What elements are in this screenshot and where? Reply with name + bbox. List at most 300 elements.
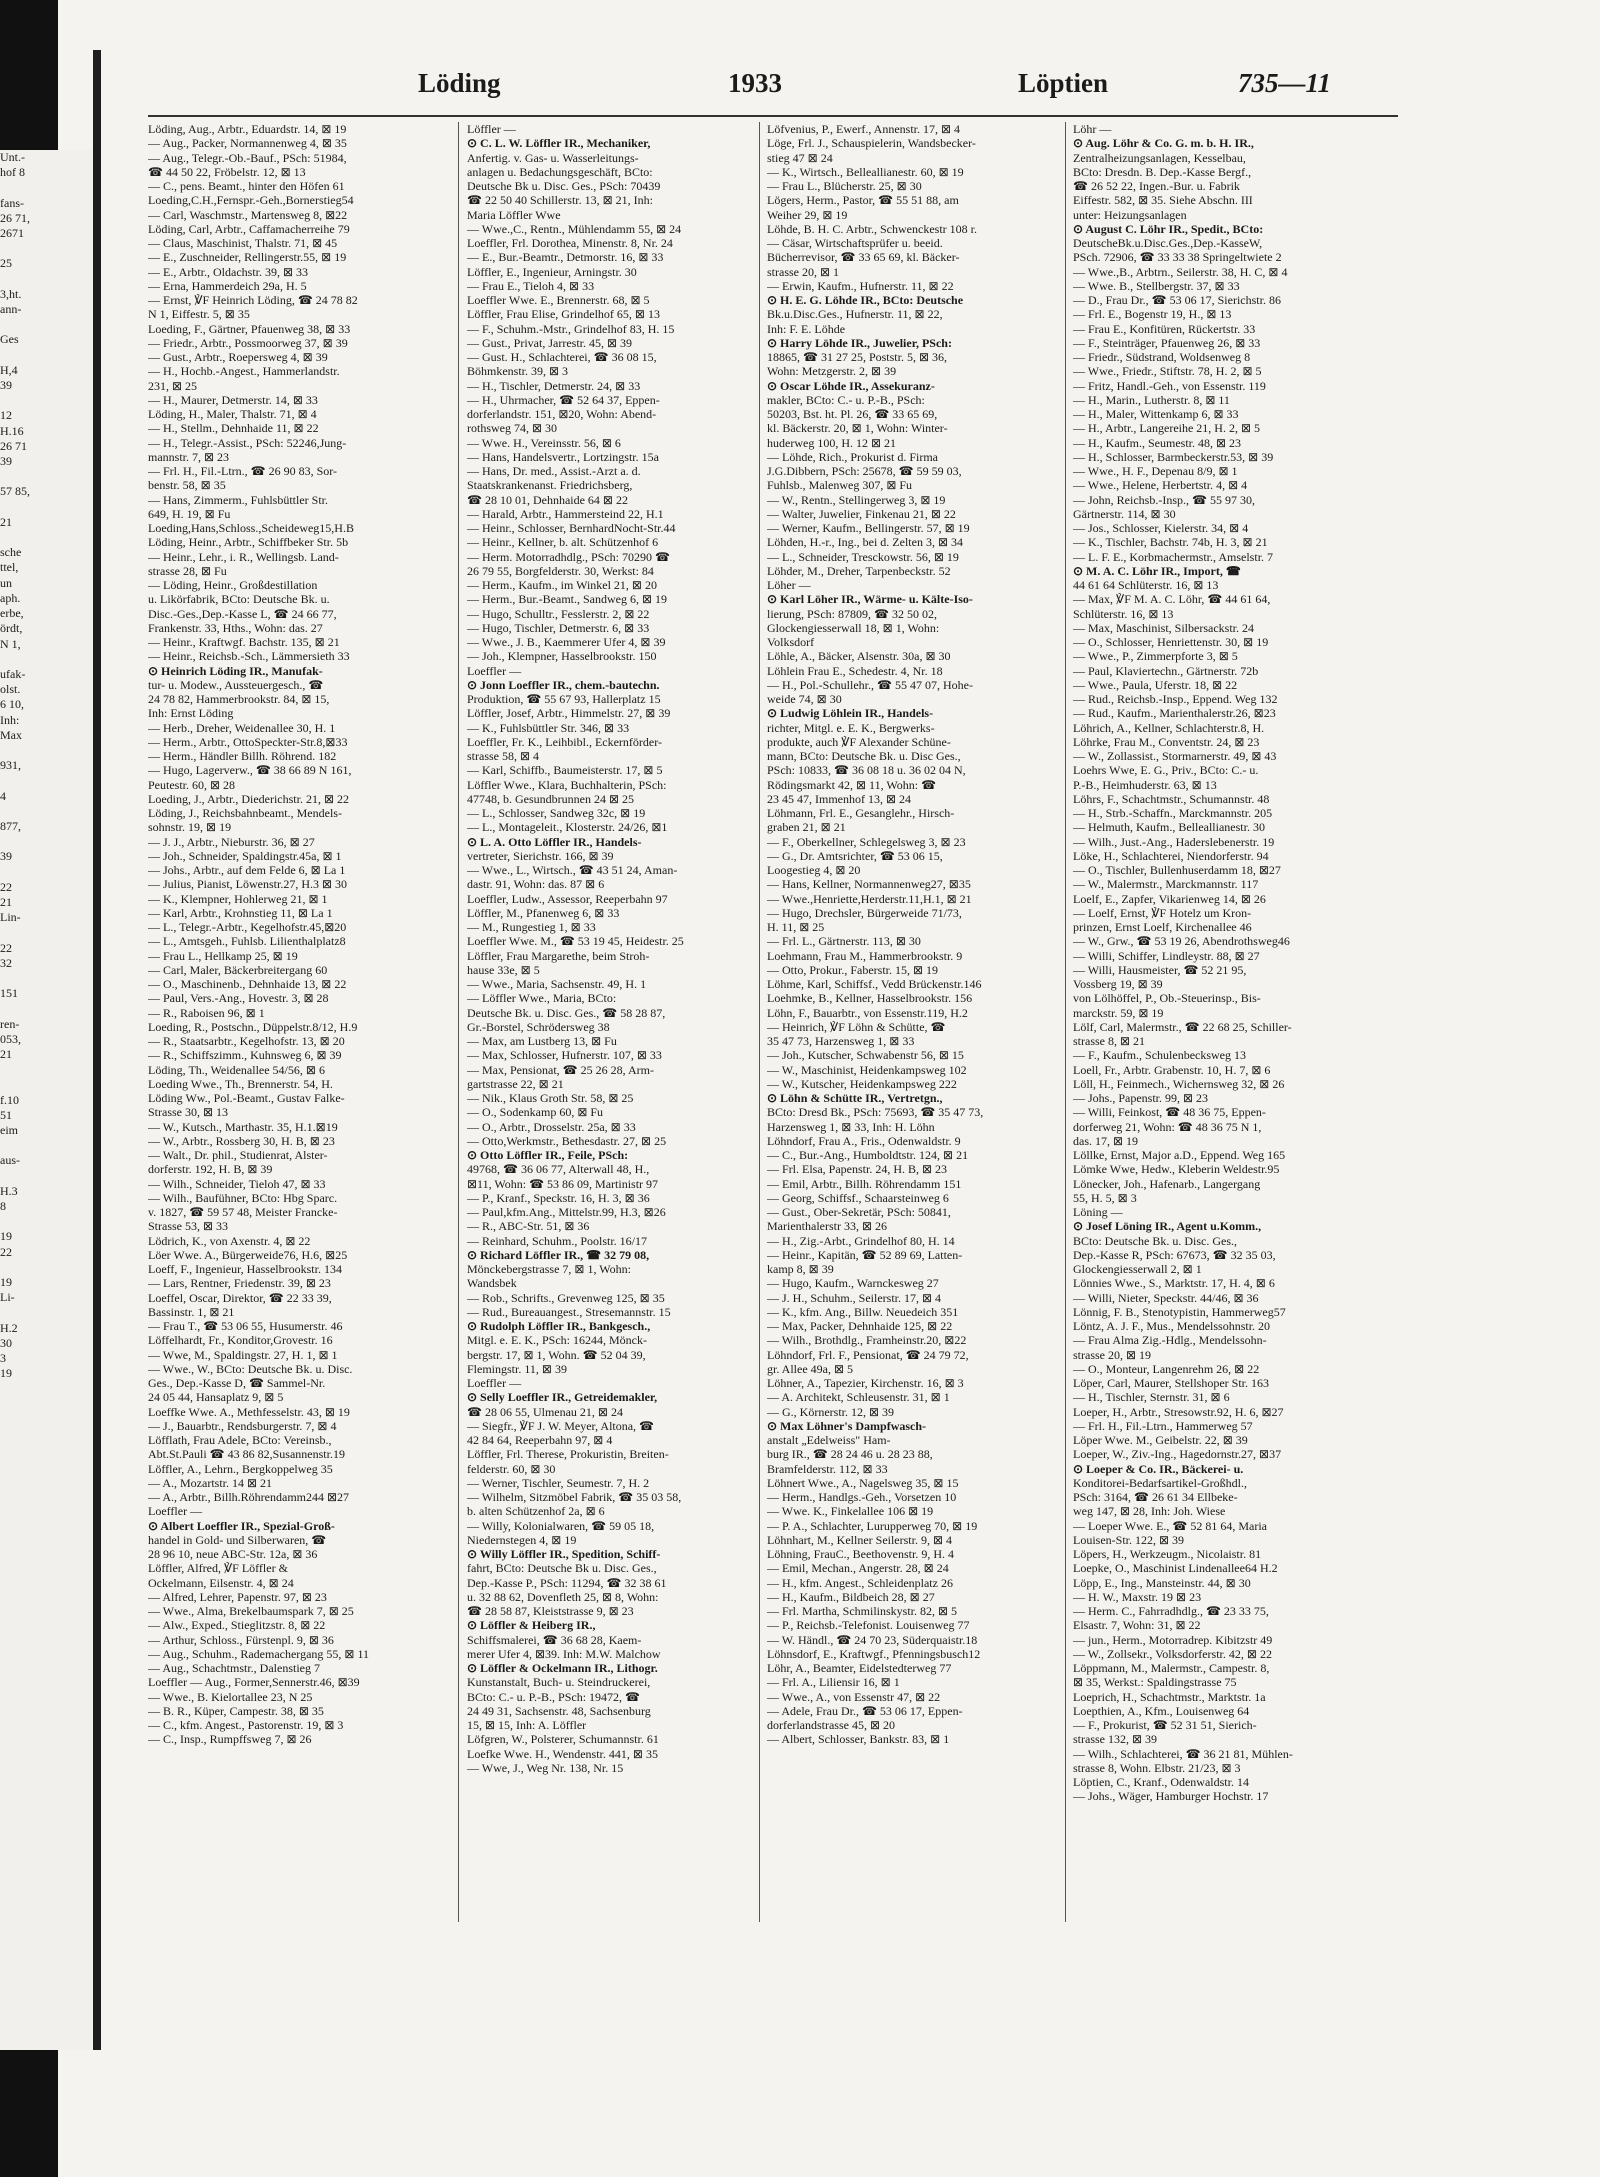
directory-entry: — F., Steinträger, Pfauenweg 26, ⊠ 33 bbox=[1073, 335, 1261, 350]
directory-entry: Löke, H., Schlachterei, Niendorferstr. 94 bbox=[1073, 848, 1269, 863]
directory-entry: — Frau E., Konfitüren, Rückertstr. 33 bbox=[1073, 321, 1256, 336]
directory-entry: — G., Dr. Amtsrichter, ☎ 53 06 15, bbox=[767, 848, 943, 863]
previous-page-line: aus- bbox=[0, 1153, 20, 1168]
directory-entry: — Herm. Motorradhdlg., PSch: 70290 ☎ bbox=[467, 549, 670, 564]
previous-page-line: 2671 bbox=[0, 226, 24, 241]
directory-entry: Löhr, A., Beamter, Eidelstedterweg 77 bbox=[767, 1661, 952, 1675]
directory-entry: 24 49 31, Sachsenstr. 48, Sachsenburg bbox=[467, 1703, 651, 1718]
directory-entry: Lömke Wwe, Hedw., Kleberin Weldestr.95 bbox=[1073, 1162, 1280, 1177]
directory-entry: Löhlein Frau E., Schedestr. 4, Nr. 18 bbox=[767, 663, 943, 678]
directory-entry: — Frl. A., Liliensir 16, ⊠ 1 bbox=[767, 1675, 900, 1690]
directory-entry: — H., Pol.-Schullehr., ☎ 55 47 07, Hohe- bbox=[767, 677, 973, 692]
directory-entry: v. 1827, ☎ 59 57 48, Meister Francke- bbox=[148, 1205, 338, 1219]
previous-page-line: ttel, bbox=[0, 560, 19, 575]
directory-entry: ⊙ Oscar Löhde IR., Assekuranz- bbox=[767, 378, 935, 393]
directory-entry: mannstr. 7, ⊠ 23 bbox=[148, 449, 230, 464]
directory-entry: ☎ 22 50 40 Schillerstr. 13, ⊠ 21, Inh: bbox=[467, 193, 653, 208]
directory-entry: ☎ 28 10 01, Dehnhaide 64 ⊠ 22 bbox=[467, 492, 628, 507]
header-rule bbox=[148, 115, 1398, 117]
directory-entry: Peutestr. 60, ⊠ 28 bbox=[148, 777, 236, 792]
previous-page-line: 931, bbox=[0, 758, 21, 773]
directory-entry: Louisen-Str. 122, ⊠ 39 bbox=[1073, 1532, 1185, 1547]
directory-entry: — L., Amtsgeh., Fuhlsb. Lilienthalplatz8 bbox=[148, 934, 346, 949]
directory-entry: — H., kfm. Angest., Schleidenplatz 26 bbox=[767, 1575, 953, 1590]
directory-entry: — Frau E., Tieloh 4, ⊠ 33 bbox=[467, 278, 595, 293]
directory-entry: Deutsche Bk u. Disc. Ges., PSch: 70439 bbox=[467, 179, 661, 193]
directory-entry: — C., Bur.-Ang., Humboldtstr. 124, ⊠ 21 bbox=[767, 1148, 969, 1162]
directory-entry: Wandsbek bbox=[467, 1276, 517, 1291]
directory-entry: — Max, am Lustberg 13, ⊠ Fu bbox=[467, 1034, 617, 1048]
directory-entry: — E., Zuschneider, Rellingerstr.55, ⊠ 19 bbox=[148, 250, 347, 265]
directory-entry: — Loeper Wwe. E., ☎ 52 81 64, Maria bbox=[1073, 1518, 1268, 1533]
directory-entry: Löding, Carl, Arbtr., Caffamacherreihe 79 bbox=[148, 221, 350, 236]
previous-page-line: Li- bbox=[0, 1290, 15, 1305]
directory-entry: — Herm., Kaufm., im Winkel 21, ⊠ 20 bbox=[467, 578, 657, 592]
directory-entry: rothsweg 74, ⊠ 30 bbox=[467, 421, 558, 436]
directory-entry: Bassinstr. 1, ⊠ 21 bbox=[148, 1304, 235, 1319]
directory-entry: 50203, Bst. ht. Pl. 26, ☎ 33 65 69, bbox=[767, 407, 938, 421]
directory-entry: PSch: 10833, ☎ 36 08 18 u. 36 02 04 N, bbox=[767, 763, 966, 778]
page-header bbox=[118, 68, 1418, 108]
previous-page-line: fans- bbox=[0, 195, 24, 210]
directory-entry: — K., kfm. Ang., Billw. Neuedeich 351 bbox=[767, 1304, 959, 1319]
directory-entry: — R., ABC-Str. 51, ⊠ 36 bbox=[467, 1219, 590, 1234]
previous-page-line: 32 bbox=[0, 955, 12, 970]
directory-entry: huderweg 100, H. 12 ⊠ 21 bbox=[767, 435, 897, 450]
directory-entry: Lönnig, F. B., Stenotypistin, Hammerweg57 bbox=[1073, 1304, 1286, 1319]
directory-entry: — Helmuth, Kaufm., Belleallianestr. 30 bbox=[1073, 820, 1265, 835]
directory-entry: Löhmann, Frl. E., Gesanglehr., Hirsch- bbox=[767, 806, 955, 820]
directory-entry: — Otto, Prokur., Faberstr. 15, ⊠ 19 bbox=[767, 962, 939, 977]
previous-page-line: 12 bbox=[0, 408, 12, 423]
directory-entry: Lönnies Wwe., S., Marktstr. 17, H. 4, ⊠ 6 bbox=[1073, 1276, 1275, 1291]
directory-entry: — Paul, Klaviertechn., Gärtnerstr. 72b bbox=[1073, 663, 1259, 678]
directory-entry: 49768, ☎ 36 06 77, Alterwall 48, H., bbox=[467, 1162, 650, 1177]
directory-entry: Frankenstr. 33, Hths., Wohn: das. 27 bbox=[148, 620, 323, 635]
directory-entry: Strasse 53, ⊠ 33 bbox=[148, 1219, 229, 1234]
directory-entry: Löffler, Frau Margarethe, beim Stroh- bbox=[467, 948, 650, 963]
directory-entry: Löptien, C., Kranf., Odenwaldstr. 14 bbox=[1073, 1775, 1249, 1789]
directory-entry: — Rob., Schrifts., Grevenweg 125, ⊠ 35 bbox=[467, 1290, 665, 1305]
directory-entry: hause 33e, ⊠ 5 bbox=[467, 962, 540, 977]
directory-entry: Löffler, A., Lehrn., Bergkoppelweg 35 bbox=[148, 1461, 333, 1476]
directory-entry: ⊙ Rudolph Löffler IR., Bankgesch., bbox=[467, 1319, 651, 1333]
directory-entry: Löppmann, M., Malermstr., Campestr. 8, bbox=[1073, 1661, 1270, 1675]
directory-entry: Löffler, Josef, Arbtr., Himmelstr. 27, ⊠ 39 bbox=[467, 706, 671, 721]
directory-entry: — H., Kaufm., Bildbeich 28, ⊠ 27 bbox=[767, 1589, 935, 1604]
directory-entry: Rödingsmarkt 42, ⊠ 11, Wohn: ☎ bbox=[767, 777, 937, 792]
directory-entry: — Wwe., Alma, Brekelbaumspark 7, ⊠ 25 bbox=[148, 1604, 354, 1618]
previous-page-line: 19 bbox=[0, 1366, 12, 1381]
directory-entry: — Frau T., ☎ 53 06 55, Husumerstr. 46 bbox=[148, 1319, 343, 1333]
previous-page-line: 053, bbox=[0, 1031, 21, 1046]
directory-entry: weide 74, ⊠ 30 bbox=[767, 692, 842, 706]
directory-entry: Loeffel, Oscar, Direktor, ☎ 22 33 39, bbox=[148, 1290, 332, 1305]
directory-entry: dorferlandstrasse 45, ⊠ 20 bbox=[767, 1718, 896, 1732]
directory-entry: — Georg, Schiffsf., Schaarsteinweg 6 bbox=[767, 1190, 949, 1205]
directory-entry: Löffler, E., Ingenieur, Arningstr. 30 bbox=[467, 264, 637, 279]
directory-entry: — B. R., Küper, Campestr. 38, ⊠ 35 bbox=[148, 1703, 324, 1718]
directory-entry: vertreter, Sierichstr. 166, ⊠ 39 bbox=[467, 848, 614, 863]
directory-entry: marckstr. 59, ⊠ 19 bbox=[1073, 1005, 1164, 1020]
directory-entry: — Aug., Schachtmstr., Dalenstieg 7 bbox=[148, 1661, 320, 1675]
directory-entry: Loeper, H., Arbtr., Stresowstr.92, H. 6, ⊠27 bbox=[1073, 1404, 1284, 1419]
directory-entry: ⊙ H. E. G. Löhde IR., BCto: Deutsche bbox=[767, 293, 964, 307]
directory-entry: Loeffler Wwe. M., ☎ 53 19 45, Heidestr. 25 bbox=[467, 934, 684, 949]
directory-entry: strasse 58, ⊠ 4 bbox=[467, 749, 540, 763]
directory-entry: — C., pens. Beamt., hinter den Höfen 61 bbox=[148, 179, 345, 193]
directory-entry: BCto: C.- u. P.-B., PSch: 19472, ☎ bbox=[467, 1689, 640, 1704]
directory-entry: stieg 47 ⊠ 24 bbox=[767, 150, 833, 165]
directory-entry: — John, Reichsb.-Insp., ☎ 55 97 30, bbox=[1073, 492, 1255, 507]
directory-entry: — Joh., Klempner, Hasselbrookstr. 150 bbox=[467, 649, 657, 664]
directory-entry: ⊙ Richard Löffler IR., ☎ 32 79 08, bbox=[467, 1247, 650, 1262]
directory-entry: — K., Tischler, Bachstr. 74b, H. 3, ⊠ 21 bbox=[1073, 535, 1268, 550]
directory-entry: — Reinhard, Schuhm., Poolstr. 16/17 bbox=[467, 1233, 647, 1248]
directory-entry: BCto: Deutsche Bk. u. Disc. Ges., bbox=[1073, 1233, 1237, 1248]
directory-entry: Dep.-Kasse P., PSch: 11294, ☎ 32 38 61 bbox=[467, 1575, 667, 1590]
directory-entry: — Wwe., Friedr., Stiftstr. 78, H. 2, ⊠ 5 bbox=[1073, 364, 1262, 379]
previous-page-line: 151 bbox=[0, 986, 18, 1001]
directory-entry: — Hugo, Drechsler, Bürgerweide 71/73, bbox=[767, 905, 962, 920]
directory-entry: Dep.-Kasse R, PSch: 67673, ☎ 32 35 03, bbox=[1073, 1247, 1276, 1262]
directory-entry: Löllke, Ernst, Major a.D., Eppend. Weg 165 bbox=[1073, 1148, 1286, 1162]
previous-page-line: 26 71, bbox=[0, 210, 30, 225]
directory-entry: Löhnert Wwe., A., Nagelsweg 35, ⊠ 15 bbox=[767, 1475, 959, 1490]
directory-entry: Mönckebergstrasse 7, ⊠ 1, Wohn: bbox=[467, 1262, 631, 1276]
directory-entry: Löhde, B. H. C. Arbtr., Schwenckestr 108 r. bbox=[767, 221, 977, 236]
directory-entry: Loogestieg 4, ⊠ 20 bbox=[767, 863, 861, 877]
directory-entry: — W., Zollsekr., Volksdorferstr. 42, ⊠ 22 bbox=[1073, 1646, 1272, 1661]
directory-entry: — O., Monteur, Langenrehm 26, ⊠ 22 bbox=[1073, 1361, 1260, 1376]
directory-entry: ⊙ Josef Löning IR., Agent u.Komm., bbox=[1073, 1219, 1262, 1234]
directory-entry: — Rud., Kaufm., Marienthalerstr.26, ⊠23 bbox=[1073, 706, 1276, 721]
previous-page-line: 3,ht. bbox=[0, 286, 22, 301]
previous-page-line: ren- bbox=[0, 1016, 20, 1031]
directory-entry: — Erna, Hammerdeich 29a, H. 5 bbox=[148, 278, 307, 293]
directory-entry: 35 47 73, Harzensweg 1, ⊠ 33 bbox=[767, 1034, 915, 1048]
directory-entry: Harzensweg 1, ⊠ 33, Inh: H. Löhn bbox=[767, 1119, 935, 1134]
directory-entry: Loeper, W., Ziv.-Ing., Hagedornstr.27, ⊠37 bbox=[1073, 1447, 1282, 1462]
directory-entry: Loehmann, Frau M., Hammerbrookstr. 9 bbox=[767, 948, 963, 963]
directory-entry: Löhndorf, Frl. F., Pensionat, ☎ 24 79 72, bbox=[767, 1347, 969, 1362]
directory-entry: — J. J., Arbtr., Nieburstr. 36, ⊠ 27 bbox=[148, 834, 315, 849]
directory-entry: Lödrich, K., von Axenstr. 4, ⊠ 22 bbox=[148, 1233, 311, 1248]
directory-entry: — Walt., Dr. phil., Studienrat, Alster- bbox=[148, 1148, 328, 1162]
directory-entry: Abt.St.Pauli ☎ 43 86 82,Susannenstr.19 bbox=[148, 1447, 345, 1462]
directory-entry: 28 96 10, neue ABC-Str. 12a, ⊠ 36 bbox=[148, 1547, 318, 1561]
directory-entry: Löding, J., Reichsbahnbeamt., Mendels- bbox=[148, 806, 342, 820]
directory-entry: weg 147, ⊠ 28, Inh: Joh. Wiese bbox=[1073, 1504, 1226, 1519]
directory-entry: — Albert, Schlosser, Bankstr. 83, ⊠ 1 bbox=[767, 1732, 950, 1747]
directory-entry: ☎ 26 52 22, Ingen.-Bur. u. Fabrik bbox=[1073, 179, 1240, 193]
directory-entry: Wohn: Metzgerstr. 2, ⊠ 39 bbox=[767, 364, 897, 379]
previous-page-line: f.10 bbox=[0, 1092, 19, 1107]
directory-entry: — Wwe., P., Zimmerpforte 3, ⊠ 5 bbox=[1073, 649, 1238, 664]
directory-entry: Löhnsdorf, E., Kraftwgf., Pfenningsbusch12 bbox=[767, 1646, 981, 1661]
directory-entry: ⊙ C. L. W. Löffler IR., Mechaniker, bbox=[467, 136, 651, 151]
directory-entry: — H., Maler, Wittenkamp 6, ⊠ 33 bbox=[1073, 407, 1239, 421]
directory-entry: Löfflath, Frau Adele, BCto: Vereinsb., bbox=[148, 1433, 332, 1447]
directory-entry: Löhrich, A., Kellner, Schlachterstr.8, H. bbox=[1073, 720, 1265, 735]
directory-entry: 649, H. 19, ⊠ Fu bbox=[148, 506, 231, 521]
directory-entry: 44 61 64 Schlüterstr. 16, ⊠ 13 bbox=[1073, 578, 1219, 592]
previous-page-line: 30 bbox=[0, 1335, 12, 1350]
directory-entry: Lögers, Herm., Pastor, ☎ 55 51 88, am bbox=[767, 193, 959, 208]
directory-entry: ⊙ Selly Loeffler IR., Getreidemakler, bbox=[467, 1390, 658, 1405]
directory-entry: — Herm., Händler Billh. Röhrend. 182 bbox=[148, 749, 337, 763]
directory-entry: Löfgren, W., Polsterer, Schumannstr. 61 bbox=[467, 1732, 659, 1747]
directory-entry: N 1, Eiffestr. 5, ⊠ 35 bbox=[148, 307, 250, 322]
directory-entry: Loeffler — bbox=[467, 663, 522, 678]
directory-entry: — Julius, Pianist, Löwenstr.27, H.3 ⊠ 30 bbox=[148, 877, 348, 892]
directory-entry: — Aug., Schuhm., Rademachergang 55, ⊠ 11 bbox=[148, 1646, 370, 1661]
directory-entry: — Walter, Juwelier, Finkenau 21, ⊠ 22 bbox=[767, 506, 956, 521]
directory-entry: burg IR., ☎ 28 24 46 u. 28 23 88, bbox=[767, 1447, 933, 1462]
directory-entry: — Hugo, Kaufm., Warnckesweg 27 bbox=[767, 1276, 939, 1291]
directory-entry: BCto: Dresdn. B. Dep.-Kasse Bergf., bbox=[1073, 164, 1252, 179]
previous-page-line: erbe, bbox=[0, 606, 24, 621]
directory-entry: — Joh., Schneider, Spaldingstr.45a, ⊠ 1 bbox=[148, 848, 342, 863]
directory-entry: — Frl. H., Fil.-Ltrn., Hammerweg 57 bbox=[1073, 1418, 1253, 1433]
directory-entry: — Claus, Maschinist, Thalstr. 71, ⊠ 45 bbox=[148, 236, 338, 250]
header-year: 1933 bbox=[728, 68, 782, 98]
directory-entry: — L., Telegr.-Arbtr., Kegelhofstr.45,⊠20 bbox=[148, 920, 347, 934]
directory-entry: kamp 8, ⊠ 39 bbox=[767, 1262, 834, 1276]
directory-entry: Volksdorf bbox=[767, 635, 815, 649]
directory-entry: — O., Arbtr., Drosselstr. 25a, ⊠ 33 bbox=[467, 1119, 636, 1134]
directory-entry: — Hugo, Lagerverw., ☎ 38 66 89 N 161, bbox=[148, 763, 352, 778]
directory-entry: — Karl, Schiffb., Baumeisterstr. 17, ⊠ 5 bbox=[467, 763, 663, 778]
directory-entry: — Herm., Arbtr., OttoSpeckter-Str.8,⊠33 bbox=[148, 734, 348, 749]
directory-entry: — H., Maurer, Detmerstr. 14, ⊠ 33 bbox=[148, 392, 318, 407]
directory-entry: — Cäsar, Wirtschaftsprüfer u. beeid. bbox=[767, 236, 943, 250]
directory-entry: Löhden, H.-r., Ing., bei d. Zelten 3, ⊠ 34 bbox=[767, 535, 964, 550]
directory-entry: graben 21, ⊠ 21 bbox=[767, 820, 846, 835]
directory-entry: gr. Allee 49a, ⊠ 5 bbox=[767, 1361, 854, 1376]
directory-entry: das. 17, ⊠ 19 bbox=[1073, 1133, 1139, 1148]
directory-entry: Konditorei-Bedarfsartikel-Großhdl., bbox=[1073, 1475, 1247, 1490]
previous-page-line: H,4 bbox=[0, 362, 18, 377]
directory-entry: — Hans, Kellner, Normannenweg27, ⊠35 bbox=[767, 877, 971, 892]
directory-entry: Loeffke Wwe. A., Methfesselstr. 43, ⊠ 19 bbox=[148, 1404, 350, 1419]
directory-entry: — L., Montageleit., Klosterstr. 24/26, ⊠1 bbox=[467, 820, 668, 835]
directory-entry: Löffler Wwe., Klara, Buchhalterin, PSch: bbox=[467, 777, 667, 792]
previous-page-line: Unt.- bbox=[0, 150, 25, 164]
previous-page-line: 39 bbox=[0, 378, 12, 393]
directory-entry: handel in Gold- und Silberwaren, ☎ bbox=[148, 1532, 327, 1547]
directory-entry: Inh: F. E. Löhde bbox=[767, 321, 846, 336]
header-left-word: Löding bbox=[418, 68, 501, 98]
directory-entry: Löll, H., Feinmech., Wichernsweg 32, ⊠ 26 bbox=[1073, 1076, 1285, 1091]
directory-entry: strasse 8, Wohn. Elbstr. 21/23, ⊠ 3 bbox=[1073, 1760, 1241, 1775]
directory-entry: dorferweg 21, Wohn: ☎ 48 36 75 N 1, bbox=[1073, 1119, 1262, 1134]
directory-entry: Löning — bbox=[1073, 1205, 1123, 1219]
directory-entry: — Löffler Wwe., Maria, BCto: bbox=[467, 991, 617, 1006]
directory-entry: — Wilhelm, Sitzmöbel Fabrik, ☎ 35 03 58, bbox=[467, 1490, 682, 1504]
directory-entry: tur- u. Modew., Aussteuergesch., ☎ bbox=[148, 677, 324, 692]
directory-entry: — Herm. C., Fahrradhdlg., ☎ 23 33 75, bbox=[1073, 1604, 1269, 1618]
directory-entry: Fuhlsb., Malenweg 307, ⊠ Fu bbox=[767, 478, 913, 493]
directory-entry: — Wwe., J. B., Kaemmerer Ufer 4, ⊠ 39 bbox=[467, 635, 666, 649]
directory-entry: — Hugo, Schulltr., Fesslerstr. 2, ⊠ 22 bbox=[467, 606, 650, 621]
directory-entry: — Wwe., A., von Essenstr 47, ⊠ 22 bbox=[767, 1689, 941, 1704]
directory-entry: — Loelf, Ernst, ℣F Hotelz um Kron- bbox=[1073, 905, 1252, 920]
directory-entry: — H., Telegr.-Assist., PSch: 52246,Jung- bbox=[148, 435, 347, 450]
previous-page-line: hof 8 bbox=[0, 165, 25, 180]
directory-entry: — F., Schuhm.-Mstr., Grindelhof 83, H. 15 bbox=[467, 321, 675, 336]
directory-entry: — Karl, Arbtr., Krohnstieg 11, ⊠ La 1 bbox=[148, 905, 333, 920]
previous-page-line: 22 bbox=[0, 940, 12, 955]
directory-entry: Löffler — bbox=[467, 122, 516, 136]
directory-entry: — Arthur, Schloss., Fürstenpl. 9, ⊠ 36 bbox=[148, 1632, 334, 1647]
directory-entry: dorferlandstr. 151, ⊠20, Wohn: Abend- bbox=[467, 407, 657, 421]
directory-entry: — R., Staatsarbtr., Kegelhofstr. 13, ⊠ 20 bbox=[148, 1034, 345, 1048]
directory-entry: — E., Arbtr., Oldachstr. 39, ⊠ 33 bbox=[148, 264, 309, 279]
directory-entry: — K., Fuhlsbüttler Str. 346, ⊠ 33 bbox=[467, 720, 630, 735]
directory-entry: — Heinr., Lehr., i. R., Wellingsb. Land- bbox=[148, 549, 339, 564]
directory-entry: — P., Kranf., Speckstr. 16, H. 3, ⊠ 36 bbox=[467, 1190, 650, 1205]
directory-entry: — Wwe., H. F., Depenau 8/9, ⊠ 1 bbox=[1073, 464, 1238, 478]
directory-entry: u. 32 88 62, Dovenfleth 25, ⊠ 8, Wohn: bbox=[467, 1589, 659, 1604]
directory-entry: richter, Mitgl. e. E. K., Bergwerks- bbox=[767, 720, 935, 735]
directory-entry: felderstr. 60, ⊠ 30 bbox=[467, 1461, 556, 1476]
directory-entry: — H., Tischler, Sternstr. 31, ⊠ 6 bbox=[1073, 1390, 1230, 1405]
directory-entry: Löper Wwe. M., Geibelstr. 22, ⊠ 39 bbox=[1073, 1433, 1248, 1447]
directory-entry: Löge, Frl. J., Schauspielerin, Wandsbecker- bbox=[767, 136, 976, 151]
directory-entry: — Frau L., Hellkamp 25, ⊠ 19 bbox=[148, 948, 298, 963]
directory-entry: Löfvenius, P., Ewerf., Annenstr. 17, ⊠ 4 bbox=[767, 122, 961, 136]
previous-page-line: 22 bbox=[0, 879, 12, 894]
directory-entry: — Max, Maschinist, Silbersackstr. 24 bbox=[1073, 620, 1254, 635]
directory-entry: — O., Tischler, Bullenhuserdamm 18, ⊠27 bbox=[1073, 863, 1281, 877]
directory-entry: Gr.-Borstel, Schrödersweg 38 bbox=[467, 1019, 610, 1034]
directory-entry: — Wilh., Brothdlg., Framheinstr.20, ⊠22 bbox=[767, 1333, 967, 1348]
directory-entry: — Heinrich, ℣F Löhn & Schütte, ☎ bbox=[767, 1019, 946, 1034]
directory-entry: — Gust., Ober-Sekretär, PSch: 50841, bbox=[767, 1205, 951, 1219]
directory-entry: Vossberg 19, ⊠ 39 bbox=[1073, 977, 1163, 991]
directory-entry: Mitgl. e. E. K., PSch: 16244, Mönck- bbox=[467, 1333, 647, 1348]
previous-page-line: 26 71 bbox=[0, 438, 27, 453]
directory-entry: Löhning, FrauC., Beethovenstr. 9, H. 4 bbox=[767, 1547, 954, 1561]
directory-entry: Produktion, ☎ 55 67 93, Hallerplatz 15 bbox=[467, 692, 661, 706]
directory-entry: — C., Insp., Rumpffsweg 7, ⊠ 26 bbox=[148, 1732, 312, 1747]
directory-entry: Löding, Heinr., Arbtr., Schiffbeker Str. 5b bbox=[148, 535, 349, 550]
directory-entry: — A. Architekt, Schleusenstr. 31, ⊠ 1 bbox=[767, 1390, 950, 1405]
directory-entry: — Wwe., Helene, Herbertstr. 4, ⊠ 4 bbox=[1073, 478, 1248, 493]
directory-entry: — Frl. L., Gärtnerstr. 113, ⊠ 30 bbox=[767, 934, 921, 949]
directory-entry: — H., Schlosser, Barmbeckerstr.53, ⊠ 39 bbox=[1073, 449, 1274, 464]
directory-entry: anstalt „Edelweiss" Ham- bbox=[767, 1433, 891, 1447]
directory-entry: Löhn, F., Bauarbtr., von Essenstr.119, H.2 bbox=[767, 1005, 968, 1020]
previous-page-line: H.3 bbox=[0, 1183, 18, 1198]
directory-entry: — O., Schlosser, Henriettenstr. 30, ⊠ 19 bbox=[1073, 635, 1269, 649]
directory-entry: dorferstr. 192, H. B, ⊠ 39 bbox=[148, 1162, 273, 1177]
directory-entry: — F., Kaufm., Schulenbecksweg 13 bbox=[1073, 1048, 1247, 1063]
directory-entry: Staatskrankenanst. Friedrichsberg, bbox=[467, 478, 633, 493]
previous-page-line: 4 bbox=[0, 788, 6, 803]
directory-entry: — W., Zollassist., Stormarnerstr. 49, ⊠ 43 bbox=[1073, 749, 1277, 763]
directory-entry: — Paul,kfm.Ang., Mittelstr.99, H.3, ⊠26 bbox=[467, 1205, 666, 1219]
previous-page-line: 21 bbox=[0, 1046, 12, 1061]
directory-entry: Loeffler Wwe. E., Brennerstr. 68, ⊠ 5 bbox=[467, 293, 650, 307]
directory-entry: Loeding,C.H.,Fernspr.-Geh.,Bornerstieg54 bbox=[148, 193, 354, 208]
directory-entry: Löffler, M., Pfanenweg 6, ⊠ 33 bbox=[467, 905, 620, 920]
directory-entry: Ockelmann, Eilsenstr. 4, ⊠ 24 bbox=[148, 1575, 294, 1590]
directory-entry: — Nik., Klaus Groth Str. 58, ⊠ 25 bbox=[467, 1091, 634, 1105]
directory-entry: Loeding Wwe., Th., Brennerstr. 54, H. bbox=[148, 1076, 333, 1091]
directory-entry: ⊠11, Wohn: ☎ 53 86 09, Martinistr 97 bbox=[467, 1176, 659, 1191]
directory-entry: — Fritz, Handl.-Geh., von Essenstr. 119 bbox=[1073, 378, 1266, 393]
directory-entry: 42 84 64, Reeperbahn 97, ⊠ 4 bbox=[467, 1433, 613, 1447]
previous-page-line: Max bbox=[0, 727, 22, 742]
directory-entry: Disc.-Ges.,Dep.-Kasse L, ☎ 24 66 77, bbox=[148, 606, 337, 621]
directory-entry: — Willi, Nieter, Speckstr. 44/46, ⊠ 36 bbox=[1073, 1290, 1259, 1305]
previous-page-line: un bbox=[0, 575, 12, 590]
directory-entry: Niedernstegen 4, ⊠ 19 bbox=[467, 1532, 577, 1547]
directory-entry: Löding Ww., Pol.-Beamt., Gustav Falke- bbox=[148, 1091, 345, 1105]
directory-entry: Löhrs, F., Schachtmstr., Schumannstr. 48 bbox=[1073, 791, 1270, 806]
directory-entry: fahrt, BCto: Deutsche Bk u. Disc. Ges., bbox=[467, 1561, 657, 1576]
previous-page-line: sche bbox=[0, 545, 22, 560]
directory-entry: — A., Arbtr., Billh.Röhrendamm244 ⊠27 bbox=[148, 1490, 350, 1504]
directory-entry: Loefke Wwe. H., Wendenstr. 441, ⊠ 35 bbox=[467, 1746, 658, 1761]
directory-entry: Loelf, E., Zapfer, Vikarienweg 14, ⊠ 26 bbox=[1073, 891, 1266, 906]
directory-entry: — Ernst, ℣F Heinrich Löding, ☎ 24 78 82 bbox=[148, 293, 358, 307]
directory-entry: — G., Körnerstr. 12, ⊠ 39 bbox=[767, 1404, 895, 1419]
directory-entry: — Harald, Arbtr., Hammersteind 22, H.1 bbox=[467, 506, 664, 521]
directory-entry: Ges., Dep.-Kasse D, ☎ Sammel-Nr. bbox=[148, 1376, 326, 1390]
directory-entry: Löntz, A. J. F., Mus., Mendelssohnstr. 20 bbox=[1073, 1319, 1271, 1333]
directory-entry: — Frl. E., Bogenstr 19, H., ⊠ 13 bbox=[1073, 307, 1232, 322]
directory-entry: — Wilh., Schlachterei, ☎ 36 21 81, Mühlen- bbox=[1073, 1746, 1293, 1761]
directory-entry: — F., Oberkellner, Schlegelsweg 3, ⊠ 23 bbox=[767, 834, 966, 849]
directory-entry: — Hugo, Tischler, Detmerstr. 6, ⊠ 33 bbox=[467, 620, 650, 635]
directory-entry: — Wwe.,B., Arbtrn., Seilerstr. 38, H. C, ⊠ 4 bbox=[1073, 264, 1288, 279]
directory-entry: ⊙ Karl Löher IR., Wärme- u. Kälte-Iso- bbox=[767, 592, 973, 607]
previous-page-line: H.2 bbox=[0, 1320, 18, 1335]
directory-entry: — Wwe. H., Vereinsstr. 56, ⊠ 6 bbox=[467, 435, 621, 450]
directory-entry: Loeffler, Ludw., Assessor, Reeperbahn 97 bbox=[467, 891, 668, 906]
directory-entry: — Emil, Arbtr., Billh. Röhrendamm 151 bbox=[767, 1176, 962, 1191]
directory-entry: — Willi, Feinkost, ☎ 48 36 75, Eppen- bbox=[1073, 1105, 1266, 1120]
directory-entry: — Johs., Wäger, Hamburger Hochstr. 17 bbox=[1073, 1789, 1269, 1804]
directory-entry: — Rud., Bureauangest., Stresemannstr. 15 bbox=[467, 1304, 671, 1319]
directory-entry: ⊙ Jonn Loeffler IR., chem.-bautechn. bbox=[467, 677, 660, 692]
previous-page-line: 3 bbox=[0, 1351, 6, 1366]
directory-entry: — R., Schiffszimm., Kuhnsweg 6, ⊠ 39 bbox=[148, 1048, 342, 1063]
directory-entry: — W., Maschinist, Heidenkampsweg 102 bbox=[767, 1062, 967, 1077]
directory-entry: — Willy, Kolonialwaren, ☎ 59 05 18, bbox=[467, 1518, 655, 1533]
directory-entry: — Willi, Schiffer, Lindleystr. 88, ⊠ 27 bbox=[1073, 948, 1260, 963]
directory-column-1 bbox=[148, 122, 433, 1747]
directory-entry: — Heinr., Kapitän, ☎ 52 89 69, Latten- bbox=[767, 1247, 963, 1262]
directory-entry: Zentralheizungsanlagen, Kesselbau, bbox=[1073, 150, 1246, 165]
directory-column-4 bbox=[1073, 122, 1358, 1804]
directory-entry: Maria Löffler Wwe bbox=[467, 207, 561, 222]
directory-entry: ⊙ Löffler & Heiberg IR., bbox=[467, 1618, 596, 1633]
directory-entry: — Alw., Exped., Stieglitzstr. 8, ⊠ 22 bbox=[148, 1618, 326, 1633]
directory-entry: ☎ 44 50 22, Fröbelstr. 12, ⊠ 13 bbox=[148, 164, 306, 179]
directory-entry: — Wwe, J., Weg Nr. 138, Nr. 15 bbox=[467, 1760, 624, 1775]
directory-entry: Kunstanstalt, Buch- u. Steindruckerei, bbox=[467, 1675, 651, 1690]
directory-entry: — Wwe., Paula, Uferstr. 18, ⊠ 22 bbox=[1073, 677, 1238, 692]
directory-entry: — Friedr., Südstrand, Woldsenweg 8 bbox=[1073, 350, 1251, 364]
directory-entry: Löhnhart, M., Kellner Seilerstr. 9, ⊠ 4 bbox=[767, 1532, 953, 1547]
directory-entry: Inh: Ernst Löding bbox=[148, 706, 234, 721]
directory-entry: — H. W., Maxstr. 19 ⊠ 23 bbox=[1073, 1589, 1202, 1604]
previous-page-line: Inh: bbox=[0, 712, 20, 727]
